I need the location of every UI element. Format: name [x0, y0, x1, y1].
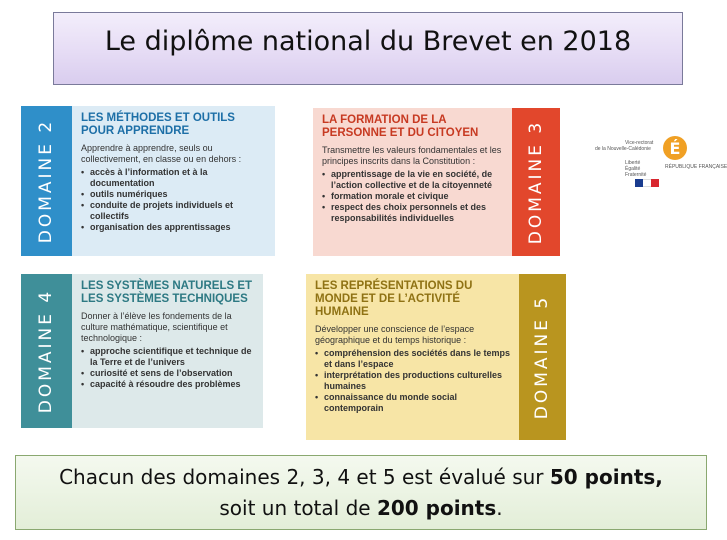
domain-4-card: [21, 274, 263, 428]
list-item: • connaissance du monde social contemporain: [315, 392, 511, 414]
domain-2-intro: Apprendre à apprendre, seuls ou collectivement, en classe ou en dehors :: [81, 143, 242, 164]
list-item: • accès à l’information et à la documentation: [81, 167, 267, 189]
logo-line-5: Fraternité: [625, 172, 647, 178]
domain-3-intro: Transmettre les valeurs fondamentales et les principes inscrits dans la Constitution :: [322, 145, 502, 166]
domain-4-title: LES SYSTÈMES NATURELS ET LES SYSTÈMES TECHNIQUES: [81, 280, 253, 305]
domain-5-band: [519, 274, 566, 440]
title-box: [53, 12, 683, 85]
domain-4-body: [72, 274, 263, 428]
logo-line-3: Liberté: [625, 160, 641, 166]
domain-3-band-label: DOMAINE 3: [526, 119, 546, 245]
footer-box: [15, 455, 707, 530]
domain-4-list: [81, 346, 255, 390]
logo-line-1: Vice-rectorat: [625, 140, 654, 146]
logo-line-2: de la Nouvelle-Calédonie: [595, 146, 651, 152]
domain-2-title: LES MÉTHODES ET OUTILS POUR APPRENDRE: [81, 112, 235, 137]
education-e-icon: [663, 136, 687, 160]
list-item: • curiosité et sens de l’observation: [81, 368, 255, 379]
domain-3-card: [313, 108, 560, 256]
french-flag-icon: [635, 179, 659, 187]
education-e-letter: É: [669, 138, 681, 158]
logo-line-4: Égalité: [625, 166, 641, 172]
domain-3-title: LA FORMATION DE LA PERSONNE ET DU CITOYEN: [322, 114, 479, 139]
domain-5-card: [306, 274, 566, 440]
domain-3-list: [322, 169, 504, 224]
page-title: Le diplôme national du Brevet en 2018: [104, 26, 632, 57]
domain-4-band-label: DOMAINE 4: [36, 288, 57, 414]
list-item: • approche scientifique et technique de la Terre et de l’univers: [81, 346, 255, 368]
list-item: • organisation des apprentissages: [81, 222, 267, 233]
footer-bold-2: 200 points: [376, 495, 497, 520]
domain-3-body: [313, 108, 512, 256]
domain-4-intro: Donner à l’élève les fondements de la culture mathématique, scientifique et technologique :: [81, 311, 232, 343]
list-item: • respect des choix personnels et des responsabilités individuelles: [322, 202, 504, 224]
domain-2-body: [72, 106, 275, 256]
domain-2-band-label: DOMAINE 2: [36, 118, 57, 244]
domain-2-card: [21, 106, 275, 256]
vice-rectorat-logo: [595, 126, 727, 196]
domain-5-band-label: DOMAINE 5: [532, 294, 553, 420]
logo-line-6: RÉPUBLIQUE FRANÇAISE: [665, 164, 727, 170]
domain-2-band: [21, 106, 72, 256]
domain-5-list: [315, 348, 511, 414]
list-item: • capacité à résoudre des problèmes: [81, 379, 255, 390]
list-item: • compréhension des sociétés dans le temps et dans l’espace: [315, 348, 511, 370]
footer-bold-1: 50 points,: [549, 464, 663, 489]
footer-text: [59, 462, 663, 524]
domain-2-list: [81, 167, 267, 233]
domain-5-title: LES REPRÉSENTATIONS DU MONDE ET DE L’ACTIVITÉ HUMAINE: [315, 280, 473, 318]
list-item: • apprentissage de la vie en société, de l’action collective et de la citoyenneté: [322, 169, 504, 191]
list-item: • interprétation des productions culturelles humaines: [315, 370, 511, 392]
domain-4-band: [21, 274, 72, 428]
domain-5-intro: Développer une conscience de l’espace géographique et du temps historique :: [315, 324, 475, 345]
domain-3-band: [512, 108, 560, 256]
footer-part-3: .: [496, 495, 503, 520]
list-item: • conduite de projets individuels et collectifs: [81, 200, 267, 222]
footer-part-1: Chacun des domaines 2, 3, 4 et 5 est évalué sur: [59, 464, 550, 489]
domain-5-body: [306, 274, 519, 440]
footer-part-2: soit un total de: [219, 495, 377, 520]
list-item: • outils numériques: [81, 189, 267, 200]
list-item: • formation morale et civique: [322, 191, 504, 202]
